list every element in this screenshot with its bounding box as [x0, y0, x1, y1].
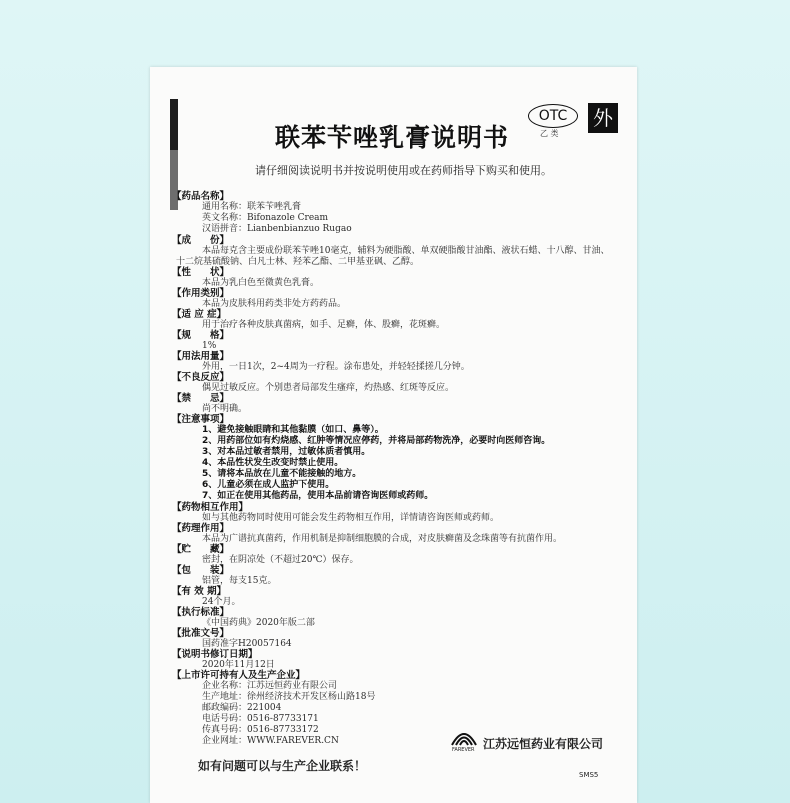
section-label-appearance: 【性 状】 [172, 267, 230, 278]
section-label-indications: 【适 应 症】 [172, 309, 227, 320]
category-text: 本品为皮肤科用药类非处方药药品。 [202, 299, 347, 309]
section-label-contra: 【禁 忌】 [172, 393, 230, 404]
section-label-standard: 【执行标准】 [172, 607, 230, 618]
otc-badge: OTC [528, 104, 578, 128]
contra-text: 尚不明确。 [202, 404, 248, 414]
company-phone: 电话号码：0516-87733171 [202, 714, 319, 724]
section-label-revision: 【说明书修订日期】 [172, 649, 258, 660]
otc-class-label: 乙 类 [540, 129, 559, 138]
precaution-item: 1、避免接触眼睛和其他黏膜（如口、鼻等）。 [202, 425, 384, 435]
section-label-approval: 【批准文号】 [172, 628, 230, 639]
company-address: 生产地址：徐州经济技术开发区杨山路18号 [202, 692, 376, 702]
precaution-item: 2、用药部位如有灼烧感、红肿等情况应停药，并将局部药物洗净，必要时向医师咨询。 [202, 436, 551, 446]
pinyin-name: 汉语拼音：Lianbenbianzuo Rugao [202, 224, 352, 234]
appearance-text: 本品为乳白色至微黄色乳膏。 [202, 278, 320, 288]
precaution-item: 7、如正在使用其他药品，使用本品前请咨询医师或药师。 [202, 491, 434, 501]
section-label-storage: 【贮 藏】 [172, 544, 230, 555]
farever-logo-icon [450, 725, 478, 749]
section-label-validity: 【有 效 期】 [172, 586, 227, 597]
logo-text: FAREVER [452, 747, 475, 753]
adverse-text: 偶见过敏反应。个别患者局部发生瘙痒，灼热感、红斑等反应。 [202, 383, 455, 393]
contact-notice: 如有问题可以与生产企业联系！ [198, 759, 367, 773]
section-label-category: 【作用类别】 [172, 288, 230, 299]
section-label-holder: 【上市许可持有人及生产企业】 [172, 670, 306, 681]
approval-text: 国药准字H20057164 [202, 639, 292, 649]
section-label-adverse: 【不良反应】 [172, 372, 230, 383]
company-postcode: 邮政编码：221004 [202, 703, 282, 713]
company-brand: 江苏远恒药业有限公司 [483, 737, 604, 751]
precaution-item: 4、本品性状发生改变时禁止使用。 [202, 458, 344, 468]
validity-text: 24个月。 [202, 597, 241, 607]
generic-name: 通用名称：联苯苄唑乳膏 [202, 202, 302, 212]
company-website: 企业网址：WWW.FAREVER.CN [202, 736, 339, 746]
precaution-item: 6、儿童必须在成人监护下使用。 [202, 480, 335, 490]
composition-text-cont: 十二烷基硫酸钠、白凡士林、羟苯乙酯、二甲基亚砜、乙醇。 [176, 257, 420, 267]
section-label-name: 【药品名称】 [172, 191, 230, 202]
standard-text: 《中国药典》2020年版二部 [202, 618, 315, 628]
section-label-pharmacology: 【药理作用】 [172, 523, 230, 534]
english-name: 英文名称：Bifonazole Cream [202, 213, 329, 223]
section-label-interactions: 【药物相互作用】 [172, 502, 249, 513]
dosage-text: 外用，一日1次，2~4周为一疗程。涂布患处，并轻轻揉搓几分钟。 [202, 362, 470, 372]
usage-notice: 请仔细阅读说明书并按说明使用或在药师指导下购买和使用。 [255, 164, 552, 177]
spec-text: 1% [202, 341, 217, 351]
composition-text: 本品每克含主要成份联苯苄唑10毫克，辅料为硬脂酸、单双硬脂酸甘油酯、液状石蜡、十八醇、甘油、 [202, 246, 610, 256]
section-label-dosage: 【用法用量】 [172, 351, 230, 362]
revision-text: 2020年11月12日 [202, 660, 275, 670]
precaution-item: 3、对本品过敏者禁用，过敏体质者慎用。 [202, 447, 371, 457]
section-label-package: 【包 装】 [172, 565, 230, 576]
pharmacology-text: 本品为广谱抗真菌药，作用机制是抑制细胞膜的合成，对皮肤癣菌及念珠菌等有抗菌作用。 [202, 534, 563, 544]
leaflet-code: SMS5 [579, 771, 599, 779]
leaflet-title: 联苯苄唑乳膏说明书 [275, 123, 510, 152]
indications-text: 用于治疗各种皮肤真菌病，如手、足癣，体、股癣，花斑癣。 [202, 320, 446, 330]
storage-text: 密封，在阴凉处（不超过20℃）保存。 [202, 555, 359, 565]
section-label-composition: 【成 份】 [172, 235, 230, 246]
package-text: 铝管，每支15克。 [202, 576, 277, 586]
section-label-spec: 【规 格】 [172, 330, 230, 341]
company-name: 企业名称：江苏远恒药业有限公司 [202, 681, 338, 691]
section-label-precautions: 【注意事项】 [172, 414, 230, 425]
interactions-text: 如与其他药物同时使用可能会发生药物相互作用，详情请咨询医师或药师。 [202, 513, 500, 523]
company-fax: 传真号码：0516-87733172 [202, 725, 319, 735]
precaution-item: 5、请将本品放在儿童不能接触的地方。 [202, 469, 362, 479]
external-use-badge: 外 [588, 103, 618, 133]
